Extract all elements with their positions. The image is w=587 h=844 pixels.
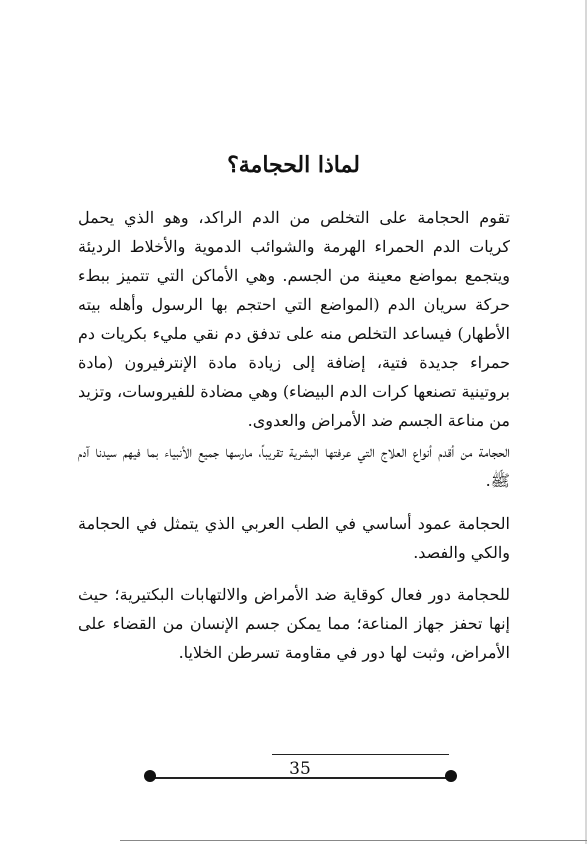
paragraph-prevention: للحجامة دور فعال كوقاية ضد الأمراض والالتهابات البكتيرية؛ حيث إنها تحفز جهاز المناعة؛ مما يمكن جسم الإنسان من القضاء على الأمراض، وثبت لها دور في مقاومة تسرطن الخلايا. — [78, 585, 510, 662]
paragraph-cupping-history: الحجامة من أقدم أنواع العلاج التي عرفتها البشرية تقريباً، مارسها جميع الأنبياء بما فيهم سيدنا آدم ﷺ. — [78, 442, 510, 490]
page-number: 35 — [289, 759, 311, 779]
paragraph-arab-medicine: الحجامة عمود أساسي في الطب العربي الذي يتمثل في الحجامة والكي والفصد. — [78, 514, 510, 562]
page-title: لماذا الحجامة؟ — [227, 152, 360, 178]
footer-rule-top — [272, 754, 449, 755]
paragraph-cupping-purpose: تقوم الحجامة على التخلص من الدم الراكد، وهو الذي يحمل كريات الدم الحمراء الهرمة والشوائب الدموية والأخلاط الرديئة ويتجمع بمواضع معينة من الجسم. وهي الأماكن التي تتميز ببطء حركة سريان الدم (المواضع التي احتجم بها الرسول وأهله بيته الأطهار) فيساعد التخلص منه على تدفق دم نقي مليء بكريات دم حمراء جديدة فتية، إضافة إلى زيادة مادة الإنترفيرون (مادة بروتينية تصنعها كرات الدم البيضاء) وهي مضادة للفيروسات، وتزيد من مناعة الجسم ضد الأمراض والعدوى. — [78, 208, 511, 430]
footer-dot-right — [445, 770, 457, 782]
footer-dot-left — [144, 770, 156, 782]
scan-bottom-line — [120, 840, 587, 841]
footer-rule-bottom — [148, 777, 450, 779]
